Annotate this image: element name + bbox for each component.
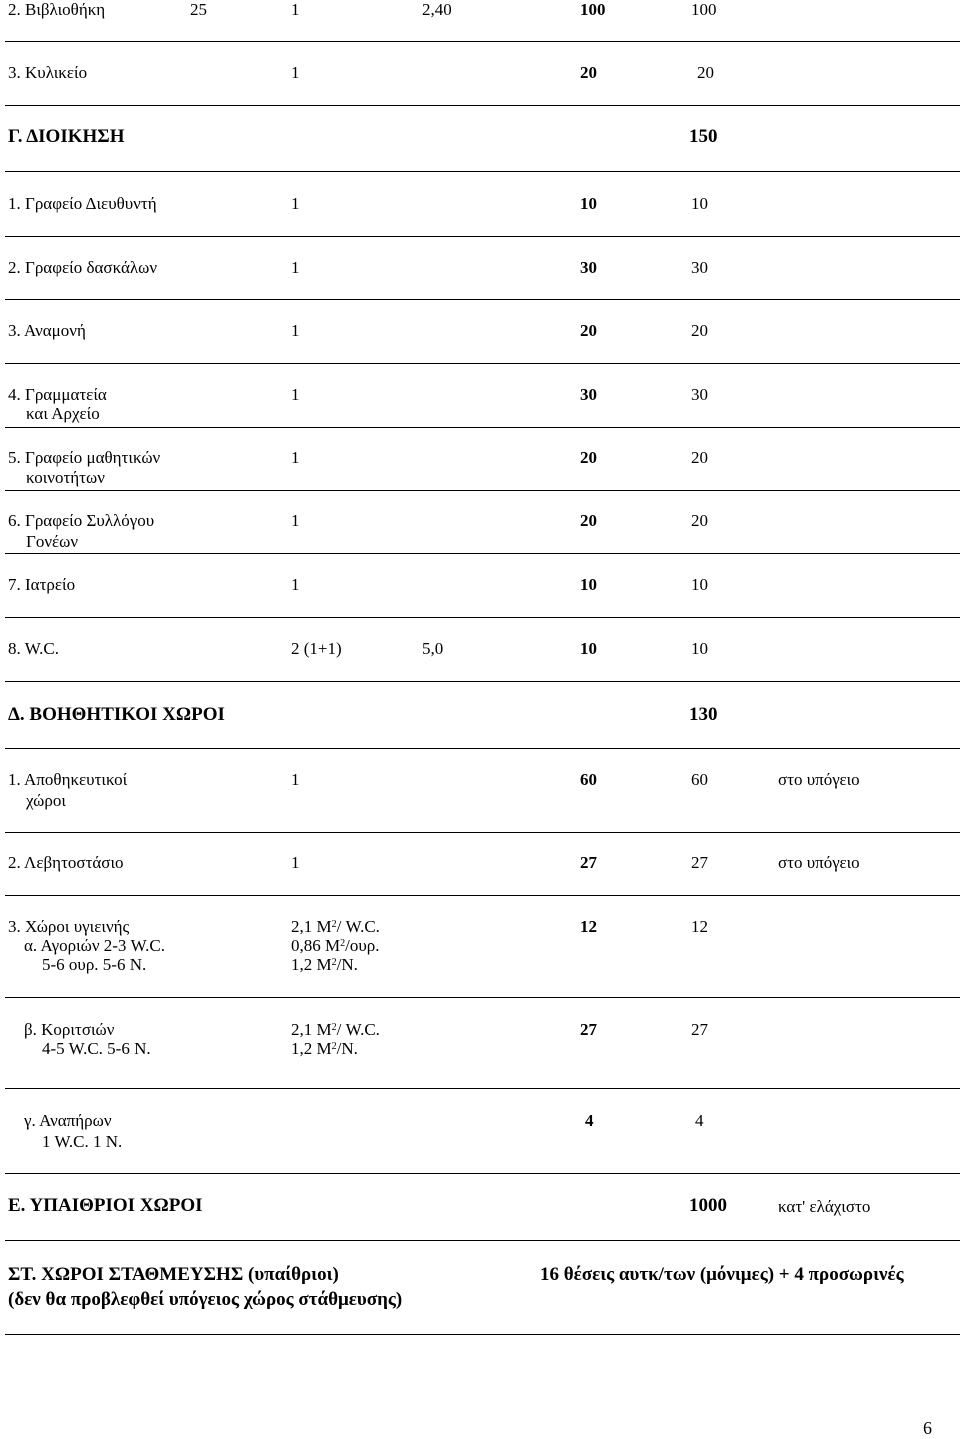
- room-name-cont: και Αρχείο: [26, 404, 100, 423]
- room-subtotal: 27: [580, 853, 597, 872]
- room-total: 30: [691, 258, 708, 277]
- section-note: κατ' ελάχιστο: [778, 1197, 871, 1216]
- room-subtotal: 20: [580, 511, 597, 530]
- room-name: β. Κοριτσιών: [24, 1020, 115, 1039]
- room-subtotal: 100: [580, 0, 606, 19]
- row-divider: [5, 41, 960, 42]
- room-name: 4. Γραμματεία: [8, 385, 107, 404]
- row-divider: [5, 1240, 960, 1241]
- room-area: 2,40: [422, 0, 452, 19]
- room-count: 25: [190, 0, 207, 19]
- room-total: 10: [691, 194, 708, 213]
- room-total: 27: [691, 853, 708, 872]
- section-total: 130: [689, 704, 718, 725]
- room-name: 6. Γραφείο Συλλόγου: [8, 511, 155, 530]
- room-subtotal: 20: [580, 448, 597, 467]
- room-subtotal: 30: [580, 258, 597, 277]
- room-count: 1: [291, 448, 300, 467]
- room-total: 100: [691, 0, 717, 19]
- room-count: 1: [291, 63, 300, 82]
- section-title: Γ. ΔΙΟΙΚΗΣΗ: [8, 126, 125, 147]
- room-name-cont: 5-6 ουρ. 5-6 Ν.: [42, 955, 147, 974]
- row-divider: [5, 105, 960, 106]
- section-total: 1000: [689, 1195, 727, 1216]
- row-divider: [5, 171, 960, 172]
- room-subtotal: 4: [585, 1111, 594, 1130]
- row-divider: [5, 299, 960, 300]
- room-count: 1: [291, 321, 300, 340]
- room-norm: 2,1 $M^2/$ W.C.: [291, 1020, 380, 1039]
- section-title: Δ. ΒΟΗΘΗΤΙΚΟΙ ΧΩΡΟΙ: [8, 704, 225, 725]
- page-number: 6: [923, 1418, 932, 1438]
- room-total: 12: [691, 917, 708, 936]
- room-name: 5. Γραφείο μαθητικών: [8, 448, 161, 467]
- room-subtotal: 10: [580, 639, 597, 658]
- room-name: 7. Ιατρείο: [8, 575, 76, 594]
- room-name: 2. Γραφείο δασκάλων: [8, 258, 158, 277]
- room-total: 60: [691, 770, 708, 789]
- parking-spaces: 16 θέσεις αυτκ/των (μόνιμες) + 4 προσωρινές: [540, 1264, 904, 1285]
- section-subtitle: (δεν θα προβλεφθεί υπόγειος χώρος στάθμευσης): [8, 1289, 403, 1310]
- room-norm: 1,2 $M^2/N$.: [291, 955, 358, 974]
- row-divider: [5, 236, 960, 237]
- room-name: 2. Βιβλιοθήκη: [8, 0, 106, 19]
- room-subtotal: 10: [580, 194, 597, 213]
- room-name: 3. Χώροι υγιεινής: [8, 917, 130, 936]
- room-count: 1: [291, 511, 300, 530]
- room-count: 2 (1+1): [291, 639, 342, 658]
- row-divider: [5, 1334, 960, 1335]
- room-total: 27: [691, 1020, 708, 1039]
- room-norm: 2,1 $M^2/$ W.C.: [291, 917, 380, 936]
- room-total: 20: [691, 511, 708, 530]
- section-title: ΣΤ. ΧΩΡΟΙ ΣΤΑΘΜΕΥΣΗΣ (υπαίθριοι): [8, 1264, 339, 1285]
- room-name: 3. Κυλικείο: [8, 63, 88, 82]
- room-unit: 1: [291, 0, 300, 19]
- room-total: 10: [691, 575, 708, 594]
- room-count: 1: [291, 385, 300, 404]
- room-name: 1. Αποθηκευτικοί: [8, 770, 128, 789]
- row-divider: [5, 681, 960, 682]
- row-divider: [5, 832, 960, 833]
- room-note: στο υπόγειο: [778, 853, 860, 872]
- room-name: 1. Γραφείο Διευθυντή: [8, 194, 157, 213]
- row-divider: [5, 895, 960, 896]
- room-name-cont: κοινοτήτων: [26, 468, 105, 487]
- room-name-cont: χώροι: [26, 791, 66, 810]
- room-norm: 1,2 $M^2/N$.: [291, 1039, 358, 1058]
- room-count: 1: [291, 258, 300, 277]
- row-divider: [5, 997, 960, 998]
- room-note: στο υπόγειο: [778, 770, 860, 789]
- room-norm: 0,86 $M^2$/ουρ.: [291, 936, 380, 955]
- room-name: 8. W.C.: [8, 639, 60, 658]
- room-count: 1: [291, 575, 300, 594]
- row-divider: [5, 427, 960, 428]
- room-subtotal: 20: [580, 63, 597, 82]
- row-divider: [5, 363, 960, 364]
- room-total: 30: [691, 385, 708, 404]
- room-name: γ. Αναπήρων: [24, 1111, 112, 1130]
- room-total: 20: [691, 321, 708, 340]
- room-area: 5,0: [422, 639, 444, 658]
- row-divider: [5, 490, 960, 491]
- section-title: Ε. ΥΠΑΙΘΡΙΟΙ ΧΩΡΟΙ: [8, 1195, 203, 1216]
- room-total: 20: [691, 448, 708, 467]
- room-subtotal: 30: [580, 385, 597, 404]
- row-divider: [5, 553, 960, 554]
- room-count: 1: [291, 770, 300, 789]
- row-divider: [5, 748, 960, 749]
- room-subtotal: 20: [580, 321, 597, 340]
- room-subtotal: 10: [580, 575, 597, 594]
- row-divider: [5, 1173, 960, 1174]
- room-subtotal: 60: [580, 770, 597, 789]
- room-name: 3. Αναμονή: [8, 321, 86, 340]
- room-total: 4: [695, 1111, 704, 1130]
- section-total: 150: [689, 126, 718, 147]
- row-divider: [5, 617, 960, 618]
- row-divider: [5, 1088, 960, 1089]
- room-total: 10: [691, 639, 708, 658]
- room-name-cont: Γονέων: [26, 532, 79, 551]
- room-subtotal: 27: [580, 1020, 597, 1039]
- room-total: 20: [697, 63, 714, 82]
- room-name-cont: 1 W.C. 1 Ν.: [42, 1132, 123, 1151]
- room-count: 1: [291, 194, 300, 213]
- room-name: 2. Λεβητοστάσιο: [8, 853, 124, 872]
- room-subtotal: 12: [580, 917, 597, 936]
- room-name-cont: 4-5 W.C. 5-6 Ν.: [42, 1039, 151, 1058]
- room-count: 1: [291, 853, 300, 872]
- room-name-cont: α. Αγοριών 2-3 W.C.: [24, 936, 166, 955]
